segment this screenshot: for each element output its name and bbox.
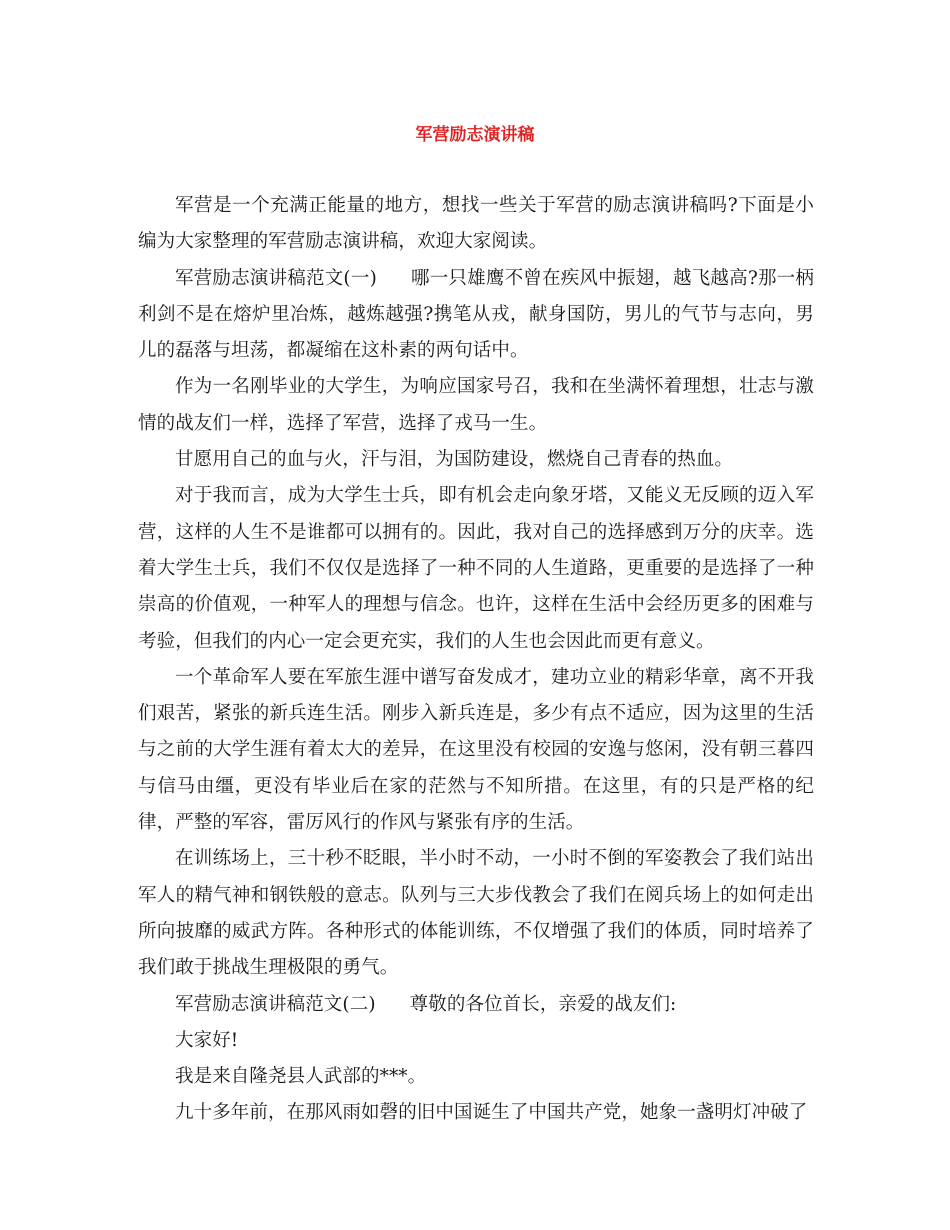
- paragraph-student-choice: 作为一名刚毕业的大学生，为响应国家号召，我和在坐满怀着理想，壮志与激情的战友们一样，选择了军营，选择了戎马一生。: [138, 376, 814, 434]
- sample-two-text: 尊敬的各位首长，亲爱的战友们:: [409, 993, 677, 1015]
- paragraph-recruit-life: 一个革命军人要在军旅生涯中谱写奋发成才，建功立业的精彩华章，离不开我们艰苦，紧张的新兵连生活。刚步入新兵连是，多少有点不适应，因为这里的生活与之前的大学生涯有着太大的差异，在这里没有校园的安逸与悠闲，没有朝三暮四与信马由缰，更没有毕业后在家的茫然与不知所措。在这里，有的只是严格的纪律，严整的军容，雷厉风行的作风与紧张有序的生活。: [138, 666, 814, 834]
- document-title: 军营励志演讲稿: [415, 125, 535, 145]
- document-body: [138, 188, 814, 1132]
- paragraph-intro: 军营是一个充满正能量的地方，想找一些关于军营的励志演讲稿吗?下面是小编为大家整理的军营励志演讲稿，欢迎大家阅读。: [138, 195, 814, 253]
- paragraph-sample-one: [138, 261, 814, 370]
- paragraph-sample-two: [138, 987, 814, 1023]
- sample-one-heading: 军营励志演讲稿范文(一): [175, 267, 377, 289]
- paragraph-self-intro: 我是来自隆尧县人武部的***。: [175, 1066, 427, 1088]
- sample-two-heading: 军营励志演讲稿范文(二): [175, 993, 376, 1015]
- paragraph-devotion: 甘愿用自己的血与火，汗与泪，为国防建设，燃烧自己青春的热血。: [175, 449, 734, 471]
- paragraph-student-soldier: 对于我而言，成为大学生士兵，即有机会走向象牙塔，又能义无反顾的迈入军营，这样的人生不是谁都可以拥有的。因此，我对自己的选择感到万分的庆幸。选着大学生士兵，我们不仅仅是选择了一种不同的人生道路，更重要的是选择了一种崇高的价值观，一种军人的理想与信念。也许，这样在生活中会经历更多的困难与考验，但我们的内心一定会更充实，我们的人生也会因此而更有意义。: [138, 485, 814, 652]
- sample-one-text: 哪一只雄鹰不曾在疾风中振翅，越飞越高?那一柄利剑不是在熔炉里冶炼，越炼越强?携笔从戎，献身国防，男儿的气节与志向，男儿的磊落与坦荡，都凝缩在这朴素的两句话中。: [138, 267, 815, 362]
- paragraph-training: 在训练场上，三十秒不眨眼，半小时不动，一小时不倒的军姿教会了我们站出军人的精气神和钢铁般的意志。队列与三大步伐教会了我们在阅兵场上的如何走出所向披靡的威武方阵。各种形式的体能训练，不仅增强了我们的体质，同时培养了我们敢于挑战生理极限的勇气。: [138, 848, 814, 979]
- paragraph-history: 九十多年前，在那风雨如磬的旧中国诞生了中国共产党，她象一盏明灯冲破了: [175, 1102, 808, 1124]
- paragraph-greeting: 大家好!: [175, 1029, 239, 1051]
